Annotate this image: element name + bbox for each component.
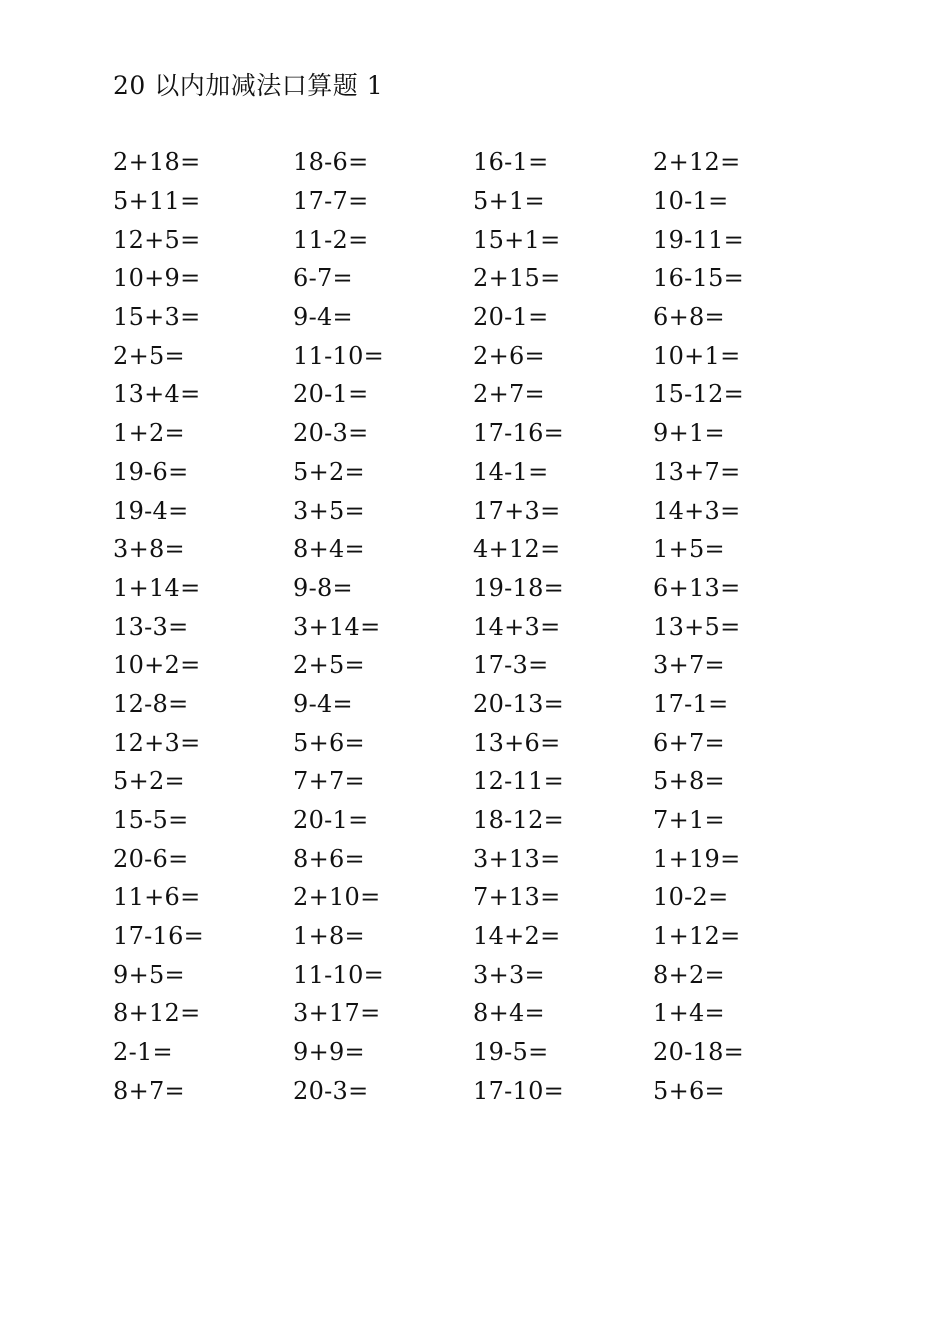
math-problem: 2+18= [113, 148, 201, 177]
problem-row [113, 530, 833, 569]
math-problem: 15+1= [473, 225, 561, 254]
math-problem: 3+14= [293, 612, 381, 641]
math-problem: 8+7= [113, 1076, 185, 1105]
math-problem: 12+5= [113, 225, 201, 254]
math-problem: 11-10= [293, 341, 385, 370]
math-problem: 19-5= [473, 1038, 549, 1067]
problem-row [113, 143, 833, 182]
math-problem: 20-3= [293, 1076, 369, 1105]
math-problem: 9+9= [293, 1038, 365, 1067]
math-problem: 6+13= [653, 573, 741, 602]
problem-row [113, 994, 833, 1033]
math-problem: 6-7= [293, 264, 353, 293]
math-problem: 8+2= [653, 960, 725, 989]
math-problem: 12+3= [113, 728, 201, 757]
math-problem: 17-16= [473, 419, 565, 448]
problem-row [113, 917, 833, 956]
math-problem: 5+6= [293, 728, 365, 757]
problem-row [113, 685, 833, 724]
math-problem: 13+6= [473, 728, 561, 757]
math-problem: 10-1= [653, 187, 729, 216]
problem-row [113, 414, 833, 453]
math-problem: 2+5= [293, 651, 365, 680]
math-problem: 5+2= [293, 457, 365, 486]
math-problem: 4+12= [473, 535, 561, 564]
math-problem: 6+8= [653, 303, 725, 332]
math-problem: 19-18= [473, 573, 565, 602]
math-problem: 11-10= [293, 960, 385, 989]
math-problem: 20-1= [473, 303, 549, 332]
math-problem: 3+17= [293, 999, 381, 1028]
math-problem: 2+10= [293, 883, 381, 912]
math-problem: 14+3= [653, 496, 741, 525]
problem-row [113, 491, 833, 530]
math-problem: 7+1= [653, 806, 725, 835]
math-problem: 1+19= [653, 844, 741, 873]
math-problem: 9-4= [293, 303, 353, 332]
math-problem: 2+7= [473, 380, 545, 409]
math-problem: 3+13= [473, 844, 561, 873]
math-problem: 15+3= [113, 303, 201, 332]
math-problem: 3+8= [113, 535, 185, 564]
problem-row [113, 220, 833, 259]
math-problem: 9-4= [293, 689, 353, 718]
math-problem: 10+2= [113, 651, 201, 680]
math-problem: 8+4= [293, 535, 365, 564]
math-problem: 5+1= [473, 187, 545, 216]
math-problem: 17-7= [293, 187, 369, 216]
problem-row [113, 646, 833, 685]
math-problem: 19-11= [653, 225, 745, 254]
math-problem: 14-1= [473, 457, 549, 486]
math-problem: 19-6= [113, 457, 189, 486]
problem-row [113, 762, 833, 801]
problem-row [113, 336, 833, 375]
problem-row [113, 801, 833, 840]
math-problem: 2+12= [653, 148, 741, 177]
math-problem: 20-3= [293, 419, 369, 448]
math-problem: 2+6= [473, 341, 545, 370]
problem-row [113, 1072, 833, 1111]
math-problem: 20-6= [113, 844, 189, 873]
math-problem: 7+7= [293, 767, 365, 796]
math-problem: 10+9= [113, 264, 201, 293]
problem-row [113, 375, 833, 414]
math-problem: 2+15= [473, 264, 561, 293]
problem-row [113, 569, 833, 608]
math-problem: 15-5= [113, 806, 189, 835]
math-problem: 12-8= [113, 689, 189, 718]
math-problem: 12-11= [473, 767, 565, 796]
math-problem: 16-15= [653, 264, 745, 293]
math-problem: 20-1= [293, 380, 369, 409]
math-problem: 13+5= [653, 612, 741, 641]
math-problem: 9+5= [113, 960, 185, 989]
page-title: 20 以内加减法口算题 1 [113, 71, 384, 100]
problem-row [113, 182, 833, 221]
problem-row [113, 955, 833, 994]
math-problem: 13+7= [653, 457, 741, 486]
math-problem: 11-2= [293, 225, 369, 254]
math-problem: 20-18= [653, 1038, 745, 1067]
math-problem: 11+6= [113, 883, 201, 912]
math-problem: 5+2= [113, 767, 185, 796]
math-problem: 18-12= [473, 806, 565, 835]
problem-row [113, 839, 833, 878]
math-problem: 17+3= [473, 496, 561, 525]
math-problem: 17-3= [473, 651, 549, 680]
math-problem: 1+4= [653, 999, 725, 1028]
math-problem: 8+6= [293, 844, 365, 873]
math-problem: 16-1= [473, 148, 549, 177]
math-problem: 2-1= [113, 1038, 173, 1067]
math-problem: 3+7= [653, 651, 725, 680]
problem-row [113, 453, 833, 492]
math-problem: 10+1= [653, 341, 741, 370]
math-problem: 2+5= [113, 341, 185, 370]
math-problem: 18-6= [293, 148, 369, 177]
math-problem: 14+3= [473, 612, 561, 641]
problem-row [113, 878, 833, 917]
math-problem: 1+8= [293, 922, 365, 951]
math-problem: 13+4= [113, 380, 201, 409]
math-problem: 14+2= [473, 922, 561, 951]
math-problem: 20-13= [473, 689, 565, 718]
math-problem: 8+12= [113, 999, 201, 1028]
problem-row [113, 298, 833, 337]
math-problem: 17-1= [653, 689, 729, 718]
math-problem: 17-16= [113, 922, 205, 951]
math-problem: 7+13= [473, 883, 561, 912]
math-problem: 1+14= [113, 573, 201, 602]
math-problem: 5+8= [653, 767, 725, 796]
problem-row [113, 259, 833, 298]
math-problem: 1+12= [653, 922, 741, 951]
math-problem: 1+5= [653, 535, 725, 564]
math-problem: 9-8= [293, 573, 353, 602]
math-problem: 8+4= [473, 999, 545, 1028]
math-problem: 5+11= [113, 187, 201, 216]
math-problem: 5+6= [653, 1076, 725, 1105]
problem-grid [113, 143, 833, 1110]
math-problem: 3+5= [293, 496, 365, 525]
math-problem: 17-10= [473, 1076, 565, 1105]
math-problem: 6+7= [653, 728, 725, 757]
problem-row [113, 607, 833, 646]
math-problem: 9+1= [653, 419, 725, 448]
problem-row [113, 1033, 833, 1072]
math-problem: 1+2= [113, 419, 185, 448]
math-problem: 19-4= [113, 496, 189, 525]
math-problem: 15-12= [653, 380, 745, 409]
math-problem: 13-3= [113, 612, 189, 641]
math-problem: 20-1= [293, 806, 369, 835]
problem-row [113, 723, 833, 762]
math-problem: 3+3= [473, 960, 545, 989]
math-problem: 10-2= [653, 883, 729, 912]
